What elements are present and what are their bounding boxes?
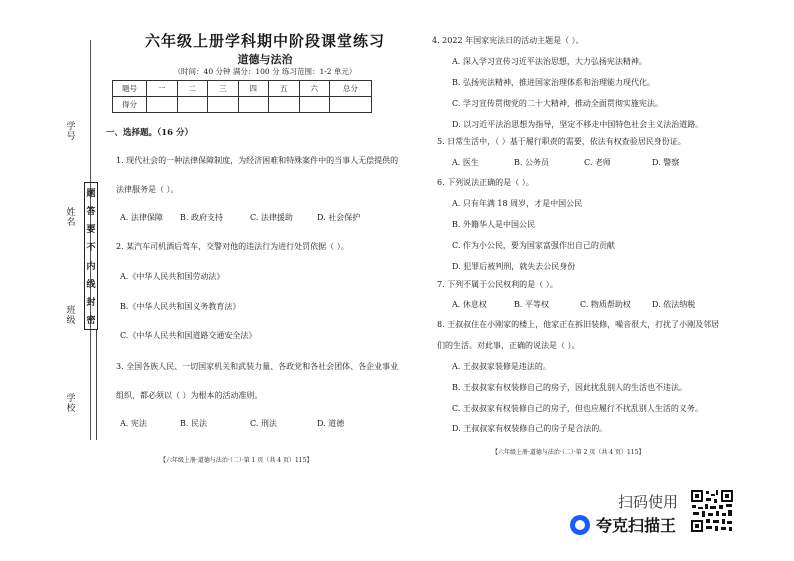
score-cell: 四 (238, 81, 269, 97)
binding-line-lower (96, 330, 97, 440)
seal-char: 答 (86, 206, 96, 217)
seal-char: 内 (86, 261, 96, 272)
question-3-stem: 3. 全国各族人民、一切国家机关和武装力量、各政党和各社会团体、各企业事业 (116, 362, 399, 371)
question-8-option-a[interactable]: A. 王叔叔家装修是违法的。 (452, 362, 551, 371)
question-2-option-c[interactable]: C.《中华人民共和国道路交通安全法》 (120, 331, 257, 340)
question-5-option-b[interactable]: B. 公务员 (514, 158, 549, 167)
score-cell: 总分 (330, 81, 372, 97)
school-label: 学校 (66, 394, 76, 414)
question-1-stem: 1. 现代社会的一种法律保障制度，为经济困难和特殊案件中的当事人无偿提供的 (116, 156, 399, 165)
question-1-option-d[interactable]: D. 社会保护 (317, 213, 361, 222)
score-blank[interactable] (330, 97, 372, 113)
seal-char: 要 (86, 225, 96, 236)
question-3-option-d[interactable]: D. 道德 (317, 419, 345, 428)
question-2-stem: 2. 某汽车司机酒后驾车，交警对他的违法行为进行处罚依据（ ）。 (116, 242, 349, 251)
question-8-stem: 8. 王叔叔住在小刚家的楼上，他家正在拆旧装修，噪音很大，打扰了小刚及邻居 (437, 320, 720, 329)
student-name-label: 姓名 (66, 208, 76, 228)
score-table (112, 80, 372, 113)
question-1-option-c[interactable]: C. 法律援助 (250, 213, 293, 222)
page-1-footer: 【六年级上册·道德与法治·（二）·第 1 页（共 4 页）115】 (160, 457, 313, 464)
question-2-option-b[interactable]: B.《中华人民共和国义务教育法》 (120, 302, 241, 311)
score-cell: 二 (177, 81, 208, 97)
page-title: 六年级上册学科期中阶段课堂练习 (144, 32, 385, 50)
section-heading: 一、选择题。（16 分） (106, 128, 194, 138)
page-subtitle: 道德与法治 (237, 53, 293, 66)
score-cell: 题号 (113, 81, 147, 97)
question-3-stem-cont: 组织，都必须以（ ）为根本的活动准则。 (116, 391, 263, 400)
question-1-option-a[interactable]: A. 法律保障 (120, 213, 163, 222)
question-3-option-c[interactable]: C. 刑法 (250, 419, 277, 428)
question-8-stem-cont: 们的生活。对此事，正确的说法是（ ）。 (437, 341, 580, 350)
question-3-option-b[interactable]: B. 民法 (180, 419, 207, 428)
score-blank[interactable] (147, 97, 178, 113)
seal-char: 线 (86, 279, 96, 290)
question-6-stem: 6. 下列说法正确的是（ ）。 (437, 178, 534, 187)
brand-name: 夸克扫描王 (596, 516, 677, 535)
score-blank[interactable] (238, 97, 269, 113)
score-table-score-row (113, 97, 372, 113)
score-cell: 一 (147, 81, 178, 97)
question-7-option-c[interactable]: C. 物质帮助权 (580, 300, 631, 309)
question-7-stem: 7. 下列不属于公民权利的是（ ）。 (437, 280, 558, 289)
question-8-option-b[interactable]: B. 王叔叔家有权装修自己的房子，因此扰乱别人的生活也不违法。 (452, 383, 687, 392)
score-blank[interactable] (269, 97, 300, 113)
seal-char: 封 (86, 298, 96, 309)
seal-char: 题 (86, 188, 96, 199)
score-cell: 三 (208, 81, 239, 97)
score-cell: 六 (299, 81, 330, 97)
question-7-option-d[interactable]: D. 依法纳税 (652, 300, 696, 309)
seal-char: 不 (86, 243, 96, 254)
score-table-header-row (113, 81, 372, 97)
question-7-option-a[interactable]: A. 休息权 (452, 300, 487, 309)
quark-logo-icon (570, 515, 590, 535)
question-6-option-c[interactable]: C. 作为小公民，要为国家富强作出自己的贡献 (452, 241, 615, 250)
question-4-option-b[interactable]: B. 弘扬宪法精神，推进国家治理体系和治理能力现代化。 (452, 78, 655, 87)
score-blank[interactable] (299, 97, 330, 113)
question-3-option-a[interactable]: A. 宪法 (120, 419, 147, 428)
question-1-option-b[interactable]: B. 政府支持 (180, 213, 223, 222)
question-8-option-c[interactable]: C. 王叔叔家有权装修自己的房子，但也应履行不扰乱别人生活的义务。 (452, 404, 703, 413)
exam-meta: （时间：40 分钟 满分：100 分 练习范围：1-2 单元） (173, 67, 357, 76)
question-5-option-a[interactable]: A. 医生 (452, 158, 479, 167)
question-5-option-d[interactable]: D. 警察 (652, 158, 680, 167)
question-6-option-b[interactable]: B. 外籍华人是中国公民 (452, 220, 535, 229)
question-6-option-a[interactable]: A. 只有年满 18 周岁，才是中国公民 (452, 199, 583, 208)
question-4-option-a[interactable]: A. 深入学习宣传习近平法治思想，大力弘扬宪法精神。 (452, 57, 647, 66)
student-number-label: 学号 (66, 122, 76, 142)
question-1-stem-cont: 法律服务是（ ）。 (116, 185, 179, 194)
page-2-footer: 【六年级上册·道德与法治·（二）·第 2 页（共 4 页）115】 (492, 449, 645, 456)
question-5-stem: 5. 日常生活中，（ ）基于履行职责的需要，依法有权查验居民身份证。 (437, 137, 686, 146)
seal-line-notice (84, 182, 98, 330)
score-blank[interactable] (208, 97, 239, 113)
question-4-option-d[interactable]: D. 以习近平法治思想为指导，坚定不移走中国特色社会主义法治道路。 (452, 120, 704, 129)
seal-char: 密 (86, 316, 96, 327)
question-7-option-b[interactable]: B. 平等权 (514, 300, 549, 309)
scanner-brand (570, 513, 676, 536)
question-4-stem: 4. 2022 年国家宪法日的活动主题是（ ）。 (432, 36, 584, 45)
scan-to-use-label: 扫码使用 (618, 493, 679, 511)
question-2-option-a[interactable]: A.《中华人民共和国劳动法》 (120, 272, 225, 281)
question-8-option-d[interactable]: D. 王叔叔家有权装修自己的房子是合法的。 (452, 424, 608, 433)
class-label: 班级 (66, 306, 76, 326)
question-6-option-d[interactable]: D. 犯罪后被判刑，就失去公民身份 (452, 262, 576, 271)
question-4-option-c[interactable]: C. 学习宣传贯彻党的二十大精神，推动全面贯彻实施宪法。 (452, 99, 663, 108)
score-cell: 得分 (113, 97, 147, 113)
qr-code-icon[interactable] (690, 489, 734, 533)
score-cell: 五 (269, 81, 300, 97)
score-blank[interactable] (177, 97, 208, 113)
question-5-option-c[interactable]: C. 老师 (584, 158, 611, 167)
